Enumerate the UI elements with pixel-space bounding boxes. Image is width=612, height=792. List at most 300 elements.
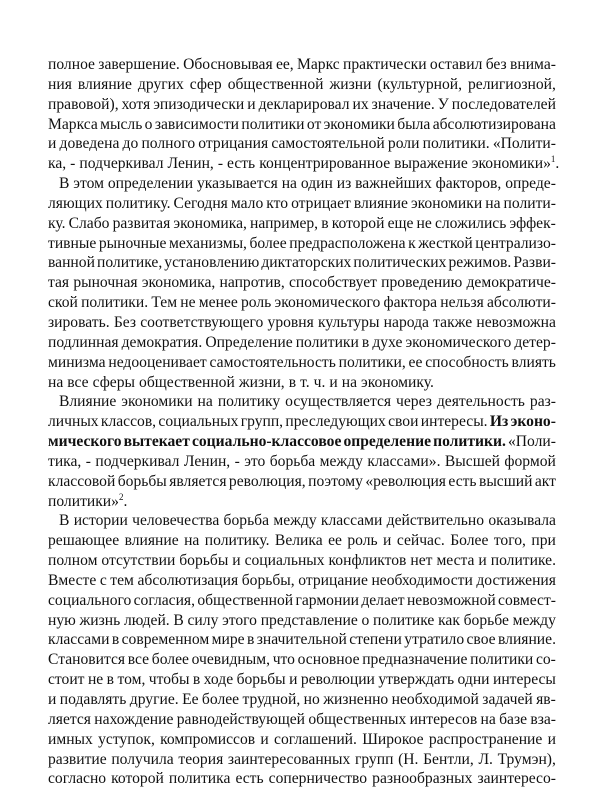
word: Разви- [513,254,556,272]
text-line [48,630,556,650]
word: борьбе [463,611,509,629]
word: политике. [490,552,556,570]
word: тивные [48,234,97,252]
text-line [48,551,556,571]
word: установлению [164,254,260,272]
text-line [48,511,556,531]
text-line [48,194,556,214]
word: определении [107,175,194,193]
word: влияние. [498,631,556,649]
word: ку. [48,214,66,232]
word: политику [217,393,281,411]
text-line [48,253,556,273]
word: ляющих [48,194,103,212]
text-line [48,492,556,512]
word: заинтересо- [477,770,556,788]
word: на [341,373,358,391]
word: рыночные [98,234,167,252]
word: равнодействующей [176,710,305,728]
word: - [85,452,91,470]
word: полного [141,135,196,153]
text-line [48,730,556,750]
word: невозможна [476,313,556,331]
word: развитая [112,214,171,232]
word: групп [354,750,394,768]
word: роли [387,135,420,153]
word: классами [48,631,110,649]
word: в [106,671,115,689]
word: ванной [48,254,95,272]
word: между [273,512,317,530]
word: заинтересованных [227,750,351,768]
word: политических [353,254,447,272]
word: политики [241,115,305,133]
word: роль [241,294,272,312]
word: Высшей [444,452,500,470]
word: отрицает [291,194,351,212]
text-line [48,611,556,631]
word: ее, [275,56,294,73]
word: степени [349,631,402,649]
word: личных [48,413,99,431]
word: их [352,95,369,113]
word: детер- [514,333,556,351]
word: хотя [121,95,151,113]
word: политики. [81,294,149,312]
word: Вместе [48,571,97,589]
text-line [48,353,556,373]
text-line [48,134,556,154]
word: гармонии [295,591,360,609]
word: мало [230,194,264,212]
word: формой [504,452,556,470]
bold-word: социально-классовое [191,433,342,451]
word: (Н. [398,750,419,768]
word: экономики [323,115,395,133]
footnote-reference: 2 [118,491,124,502]
word: борьбы, [241,571,295,589]
word: сложились [434,214,507,232]
word: развитие [48,750,107,768]
word: влияние [77,75,132,93]
word: чтобы [148,671,190,689]
word: Более [450,532,489,550]
word: экономика, [173,214,247,232]
word: ляется [48,710,91,728]
word: интересов [409,710,478,728]
word: В [59,175,70,193]
word: «Поли- [507,433,556,451]
word: свои [388,413,419,431]
word: в [246,631,255,649]
word: фактора [383,294,438,312]
text-line [48,333,556,353]
word: эффек- [509,214,556,232]
word: без [485,56,507,73]
word: теория [178,750,224,768]
word: людей. [123,611,170,629]
word: но [303,691,320,708]
word: Трумэн), [497,750,556,768]
word: решающее [48,532,120,550]
word: ее [328,532,342,550]
word: делает [361,591,405,609]
word: значительной [256,631,347,649]
word: революция, [228,472,306,490]
word: на [485,194,501,212]
word: общественной [197,591,294,609]
word: социального [48,591,132,609]
word: утверждать [378,671,455,689]
word: сейчас. [396,532,445,550]
word: предрасположена [289,234,406,252]
word: самостоятельность [209,353,336,371]
word: между [319,452,363,470]
word: и [383,532,392,550]
text-line [48,412,556,432]
word: самостоятельной [271,135,385,153]
word: В [173,611,184,629]
text-line [48,710,556,730]
word: общественных [308,710,407,728]
word: духе [372,333,403,351]
word: к [408,234,416,252]
word: социальных [244,552,325,570]
word: акт [534,472,556,490]
word: подлинная [48,333,119,351]
word: между [512,611,556,629]
word: поэтому [308,472,363,490]
text-line [48,214,556,234]
word: У [437,95,449,113]
word: Ленин, [183,452,231,470]
word: трудной, [242,691,301,708]
word: стоит [48,671,85,689]
word: ходе [203,671,234,689]
word: завершение. [98,56,180,73]
text-line [48,55,556,75]
word: места [436,552,475,570]
word: отсутствии [101,552,176,570]
word: мире [211,631,245,649]
word: доведена [59,135,120,153]
word: опреде- [505,175,556,193]
word: другие. [129,691,179,708]
word: полное [48,56,95,73]
word: напротив, [219,274,285,292]
word: которой [111,770,164,788]
word: и [260,730,269,748]
word: политики [470,651,534,669]
word: согласия, [133,591,195,609]
word: практически [342,56,427,73]
word: распространение [428,730,543,748]
word: экономического [405,333,512,351]
word: задачей [482,691,533,708]
word: есть [235,770,264,788]
word: полном [48,552,98,570]
word: религиозной, [468,75,556,93]
text-line [48,750,556,770]
word: зависимости [154,115,240,133]
word: общественной [139,373,235,391]
word: в [321,214,329,232]
word: истории [73,512,128,530]
word: экономику. [361,373,434,391]
word: механизмы, [168,234,247,252]
word: и [329,373,338,391]
word: деятельность [436,393,525,411]
word: - [217,155,224,173]
word: общественной [227,75,324,93]
word: «Полити- [492,135,556,153]
word: подчеркивал [95,452,180,470]
word: до [122,135,139,153]
word: есть [227,155,256,173]
word: Тем [151,294,178,312]
word: борьбы [236,671,286,689]
word: способствует [288,274,377,292]
word: на [184,532,200,550]
word: нельзя [440,294,484,312]
word: при [531,532,556,550]
text-line [48,650,556,670]
word: борьба [269,452,316,470]
word: ка, [48,155,67,173]
bold-word: вытекает [123,433,190,451]
word: кто [266,194,289,212]
word: сфер [189,75,222,93]
word: нахождение [94,710,174,728]
word: экономики»$^1$. [471,154,560,173]
word: от [306,115,322,133]
word: Широкое [362,730,424,748]
word: экономического [274,294,381,312]
word: классов, [100,413,157,431]
word: также [433,313,473,331]
word: достижения [476,571,556,589]
word: оставил [429,56,483,73]
word: необходимости [371,571,473,589]
word: отрицание [298,571,368,589]
word: компромиссов [160,730,256,748]
word: базе [499,710,528,728]
word: Бентли, [423,750,474,768]
word: и [547,730,556,748]
bold-word: Из [489,413,509,431]
word: Маркса [48,115,98,133]
word: социальных [158,413,239,431]
word: групп, [240,413,284,431]
word: более [201,691,240,708]
word: основное [297,651,360,669]
word: действительно [386,512,485,530]
word: диктаторских [261,254,352,272]
word: экономики [121,393,193,411]
word: на [197,393,213,411]
word: и [289,671,298,689]
word: совмест- [498,591,556,609]
word: о [361,611,370,629]
word: через [396,393,432,411]
word: в [361,333,370,351]
word: соответствующего [140,313,264,331]
word: еще [387,214,414,232]
word: того, [493,532,526,550]
text-line [48,571,556,591]
word: необходимой [391,691,479,708]
word: внима- [510,56,556,73]
text-line [48,95,556,115]
text-line [48,313,556,333]
word: классами». [367,452,441,470]
bold-word: определение [343,433,431,451]
word: культуры [318,313,380,331]
word: зировать. [48,313,110,331]
word: более [249,234,287,252]
word: соперничество [268,770,368,788]
word: все [67,373,89,391]
word: которой [331,214,385,232]
word: в [288,373,297,391]
word: последователей [451,95,556,113]
text-line [48,432,556,452]
word: что [272,651,295,669]
text-line [48,392,556,412]
word: это [244,452,266,470]
word: например, [250,214,319,232]
word: демократиче- [466,274,556,292]
word: и [478,552,487,570]
word: экономики [410,194,483,212]
word: яв- [536,691,556,708]
word: и [48,691,57,708]
word: концентрированное [259,155,391,173]
word: в [111,631,120,649]
word: высший [478,472,533,490]
word: экономика, [141,274,216,292]
word: предназначение [362,651,468,669]
text-line [48,273,556,293]
document-body [48,55,560,789]
word: подавлять [59,691,127,708]
word: тика, [48,452,82,470]
text-line [48,115,556,135]
word: получила [111,750,174,768]
word: полити- [503,194,556,212]
word: подчеркивал [79,155,164,173]
word: имных [48,730,93,748]
word: ч. [313,373,326,391]
word: интересы. [420,413,488,431]
word: политике, [96,254,163,272]
word: не [416,214,432,232]
word: с [99,571,107,589]
word: невозможной [406,591,496,609]
word: Л. [478,750,493,768]
word: на [480,710,496,728]
word: и [232,552,241,570]
word: политику. [105,194,171,212]
word: ее [408,353,423,371]
word: - [234,452,240,470]
word: согласно [48,770,107,788]
word: вза- [530,710,556,728]
word: человечества [132,512,220,530]
footnote-reference: 1 [550,154,556,165]
word: один [300,175,333,193]
word: политики»$^2$. [48,491,128,510]
word: нет [410,552,433,570]
text-line [48,75,556,95]
word: на [48,373,64,391]
word: и [247,95,256,113]
word: Ленин, [167,155,214,173]
bold-word: политики. [433,433,506,451]
word: Велика [274,532,323,550]
word: ской [48,294,78,312]
word: минизма [48,353,106,371]
text-line [48,234,556,254]
word: не [180,294,196,312]
word: утратило [404,631,465,649]
word: ную [48,611,76,629]
word: со- [535,651,556,669]
word: выражение [394,155,468,173]
word: отрицания [198,135,269,153]
word: декларировал [258,95,350,113]
text-line [48,531,556,551]
word: народа [383,313,429,331]
word: том, [117,671,146,689]
word: - [70,155,76,173]
word: в [192,671,201,689]
text-line [48,373,556,393]
word: этого [222,611,257,629]
text-line [48,769,556,789]
word: осуществляется [285,393,392,411]
word: борьба [223,512,270,530]
word: оказывала [488,512,556,530]
word: жизнь [79,611,121,629]
text-line [48,690,556,710]
word: политику. [204,532,270,550]
word: абсолюти- [487,294,556,312]
word: более [151,651,189,669]
word: значение. [371,95,435,113]
word: других [137,75,184,93]
text-line [48,472,556,492]
word: мысль [100,115,143,133]
word: этом [73,175,104,193]
word: разнообразных [372,770,473,788]
word: жесткой [418,234,473,252]
word: способность [425,353,509,371]
word: и [48,135,57,153]
word: жизненно [323,691,389,708]
word: на [281,175,297,193]
word: недооценивает [108,353,207,371]
word: сферы [92,373,136,391]
word: Обосновывая [183,56,273,73]
word: Становится [48,651,126,669]
word: из [336,175,352,193]
word: политики. [422,135,490,153]
word: уступок, [98,730,155,748]
word: влияние [353,194,408,212]
word: указывается [197,175,278,193]
word: правовой), [48,95,119,113]
